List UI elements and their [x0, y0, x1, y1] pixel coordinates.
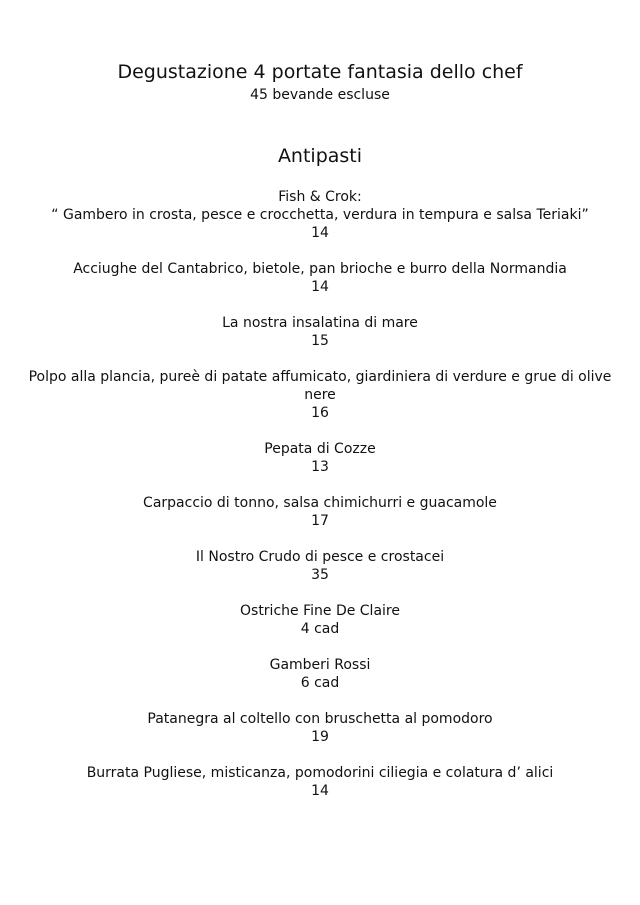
dish-name: Fish & Crok: — [278, 189, 362, 205]
dish-price: 4 cad — [300, 621, 340, 637]
dish-name: Polpo alla plancia, pureè di patate affumicato, giardiniera di verdure e grue di olive nere — [28, 369, 612, 403]
dish-price: 14 — [311, 225, 329, 241]
dish-name: Pepata di Cozze — [264, 441, 376, 457]
menu-item — [50, 188, 590, 242]
dish-price: 19 — [311, 729, 329, 745]
tasting-menu-subtitle: 45 bevande escluse — [250, 87, 390, 103]
menu-item — [50, 656, 590, 692]
menu-item — [50, 602, 590, 638]
dish-price: 35 — [311, 567, 329, 583]
dish-price: 13 — [311, 459, 329, 475]
dish-name: Carpaccio di tonno, salsa chimichurri e guacamole — [143, 495, 497, 511]
menu-list — [28, 188, 612, 818]
menu-item — [50, 494, 590, 530]
menu-item — [50, 260, 590, 296]
dish-price: 15 — [311, 333, 329, 349]
dish-price: 14 — [311, 279, 329, 295]
dish-description: “ Gambero in crosta, pesce e crocchetta, verdura in tempura e salsa Teriaki” — [51, 207, 589, 223]
dish-price: 16 — [311, 405, 329, 421]
dish-name: Ostriche Fine De Claire — [240, 603, 400, 619]
menu-item — [50, 764, 590, 800]
dish-name: La nostra insalatina di mare — [222, 315, 418, 331]
dish-price: 6 cad — [300, 675, 340, 691]
dish-name: Patanegra al coltello con bruschetta al pomodoro — [147, 711, 493, 727]
dish-name: Acciughe del Cantabrico, bietole, pan brioche e burro della Normandia — [73, 261, 567, 277]
menu-item — [50, 548, 590, 584]
menu-item — [50, 710, 590, 746]
menu-item — [50, 314, 590, 350]
menu-item — [14, 368, 626, 422]
dish-name: Il Nostro Crudo di pesce e crostacei — [195, 549, 445, 565]
menu-item — [50, 440, 590, 476]
dish-price: 14 — [311, 783, 329, 799]
tasting-menu-title: Degustazione 4 portate fantasia dello chef — [117, 61, 523, 83]
dish-name: Gamberi Rossi — [269, 657, 371, 673]
dish-price: 17 — [311, 513, 329, 529]
section-title: Antipasti — [277, 145, 363, 167]
dish-name: Burrata Pugliese, misticanza, pomodorini ciliegia e colatura d’ alici — [86, 765, 554, 781]
